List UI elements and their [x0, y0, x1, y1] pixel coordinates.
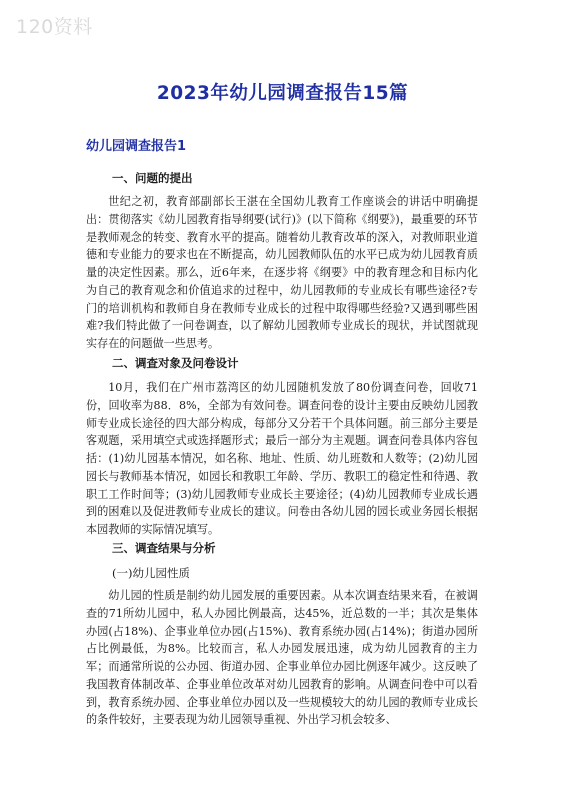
- watermark: 120资料: [16, 16, 93, 38]
- section-2-paragraph: 10月，我们在广州市荔湾区的幼儿园随机发放了80份调查问卷，回收71份，回收率为88．8%，全部为有效问卷。调查问卷的设计主要由反映幼儿园教师专业成长途径的四大部分构成，每部分又分若干个具体问题。前三部分主要是客观题，采用填空式或选择题形式；最后一部分为主观题。调查问卷具体内容包括：(1)幼儿园基本情况，如名称、地址、性质、幼儿班数和人数等；(2)幼儿园园长与教师基本情况，如园长和教职工年龄、学历、教职工的稳定性和待遇、教职工工作时间等；(3)幼儿园教师专业成长主要途径；(4)幼儿园教师专业成长遇到的困难以及促进教师专业成长的建议。问卷由各幼儿园的园长或业务园长根据本园教师的实际情况填写。: [86, 381, 478, 536]
- section-1-paragraph: 世纪之初，教育部副部长王湛在全国幼儿教育工作座谈会的讲话中明确提出：贯彻落实《幼儿园教育指导纲要(试行)》(以下简称《纲要》)，最重要的环节是教师观念的转变、教育水平的提高。随着幼儿教育改革的深入，对教师职业道德和专业能力的要求也在不断提高，幼儿园教师队伍的水平已成为幼儿园教育质量的决定性因素。那么，近6年来，在逐步将《纲要》中的教育理念和目标内化为自己的教育观念和价值追求的过程中，幼儿园教师的专业成长有哪些途径?专门的培训机构和教师自身在教师专业成长的过程中取得哪些经验?又遇到哪些困难?我们特此做了一问卷调查，以了解幼儿园教师专业成长的现状，并试图就现实存在的问题做一些思考。: [86, 195, 478, 350]
- document-title: 2023年幼儿园调查报告15篇: [156, 83, 409, 104]
- section-heading-1: 一、问题的提出: [112, 171, 193, 185]
- section-3-paragraph: 幼儿园的性质是制约幼儿园发展的重要因素。从本次调查结果来看，在被调查的71所幼儿园中，私人办园比例最高，达45%，近总数的一半；其次是集体办园(占18%)、企事业单位办园(占15%)、教育系统办园(占14%)；街道办园所占比例最低，为8%。比较而言，私人办园发展迅速，成为幼儿园教育的主力军；而通常所说的公办园、街道办园、企事业单位办园比例逐年减少。这反映了我国教育体制改革、企事业单位改革对幼儿园教育的影响。从调查问卷中可以看到，教育系统办园、企事业单位办园以及一些规模较大的幼儿园的教师专业成长的条件较好，主要表现为幼儿园领导重视、外出学习机会较多、: [86, 589, 478, 727]
- report-title: 幼儿园调查报告1: [86, 139, 187, 154]
- section-heading-3: 三、调查结果与分析: [112, 541, 216, 555]
- section-heading-2: 二、调查对象及问卷设计: [112, 356, 239, 370]
- subsection-heading: (一)幼儿园性质: [112, 566, 190, 580]
